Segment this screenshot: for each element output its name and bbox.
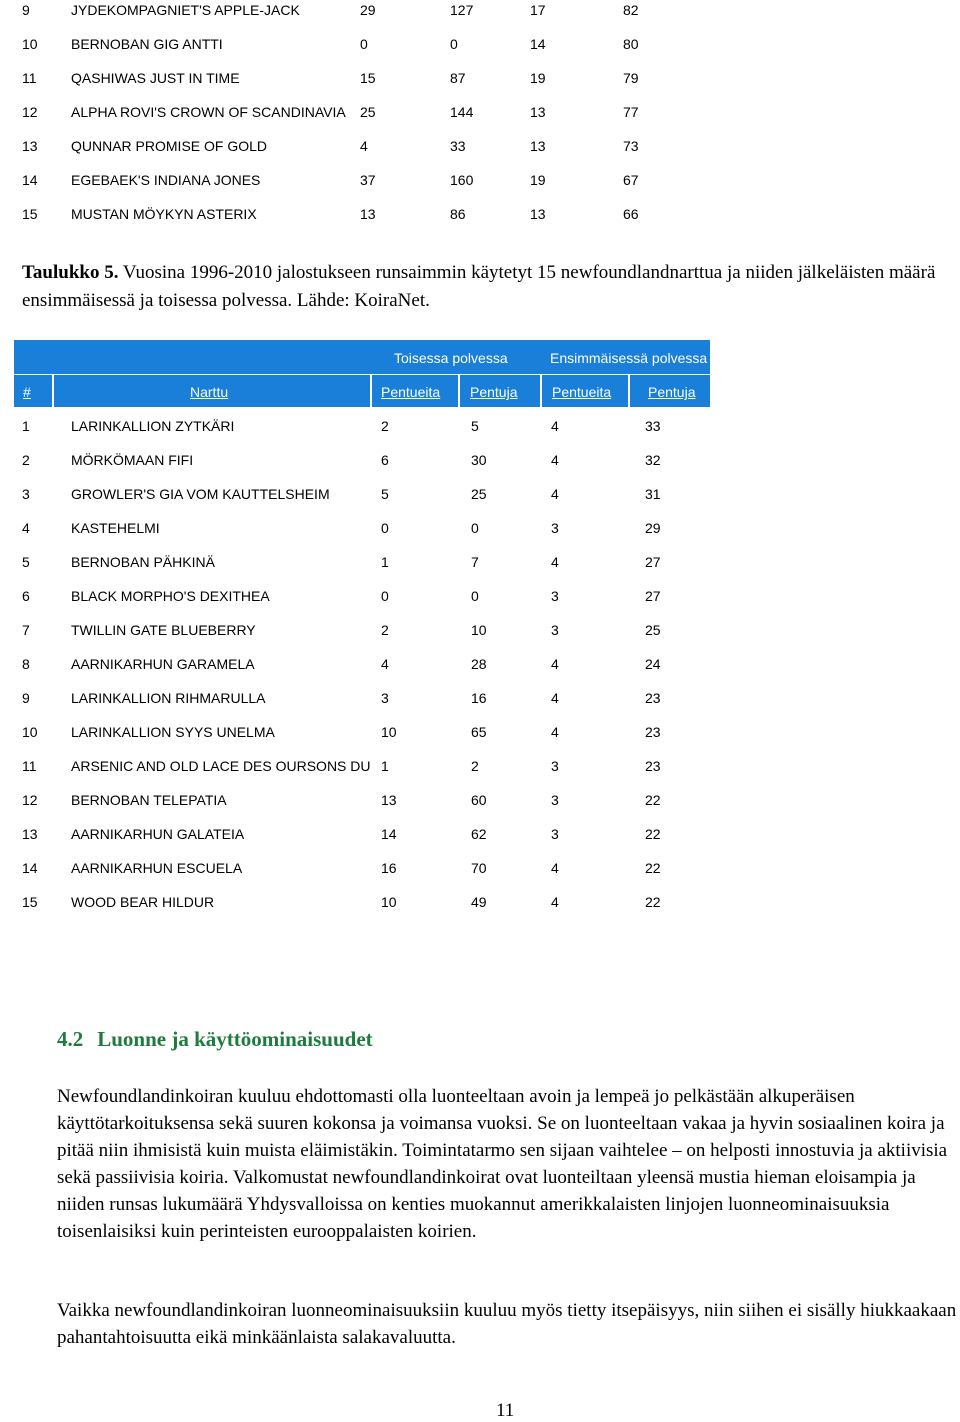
table-row: 2 MÖRKÖMAAN FIFI 6 30 4 32 — [22, 452, 661, 468]
column-header-puppies-1st[interactable]: Pentuja — [648, 384, 696, 400]
table-row: 9 JYDEKOMPAGNIET'S APPLE-JACK 29 127 17 82 — [22, 2, 639, 18]
table-row: 12 ALPHA ROVI'S CROWN OF SCANDINAVIA 25 144 13 77 — [22, 104, 639, 120]
group-header-first: Ensimmäisessä polvessa — [550, 350, 708, 366]
table-row: 10 LARINKALLION SYYS UNELMA 10 65 4 23 — [22, 724, 661, 740]
header-separator — [370, 375, 372, 407]
table-row: 3 GROWLER'S GIA VOM KAUTTELSHEIM 5 25 4 31 — [22, 486, 661, 502]
table-row: 15 WOOD BEAR HILDUR 10 49 4 22 — [22, 894, 661, 910]
page-number: 11 — [496, 1400, 515, 1421]
table-row: 9 LARINKALLION RIHMARULLA 3 16 4 23 — [22, 690, 661, 706]
header-separator — [628, 375, 630, 407]
table-row: 8 AARNIKARHUN GARAMELA 4 28 4 24 — [22, 656, 661, 672]
table-row: 14 AARNIKARHUN ESCUELA 16 70 4 22 — [22, 860, 661, 876]
section-title: Luonne ja käyttöominaisuudet — [97, 1027, 373, 1051]
table-column-header — [14, 375, 710, 407]
column-header-puppies-2nd[interactable]: Pentuja — [470, 384, 518, 400]
table-row: 6 BLACK MORPHO'S DEXITHEA 0 0 3 27 — [22, 588, 661, 604]
table-row: 14 EGEBAEK'S INDIANA JONES 37 160 19 67 — [22, 172, 639, 188]
caption-text: Vuosina 1996-2010 jalostukseen runsaimmin käytetyt 15 newfoundlandnarttua ja niiden jälkeläisten määrä ensimmäisessä ja toisessa polvessa. Lähde: KoiraNet. — [22, 262, 936, 311]
group-header-second: Toisessa polvessa — [394, 350, 508, 366]
header-separator — [540, 375, 542, 407]
table-row: 15 MUSTAN MÖYKYN ASTERIX 13 86 13 66 — [22, 206, 639, 222]
table-row: 13 AARNIKARHUN GALATEIA 14 62 3 22 — [22, 826, 661, 842]
paragraph: Vaikka newfoundlandinkoiran luonneominaisuuksiin kuuluu myös tietty itsepäisyys, niin siihen ei sisälly hiukkaakaan pahantahtoisuutta eikä minkäänlaista salakavaluutta. — [57, 1300, 957, 1348]
section-heading — [57, 1027, 373, 1052]
table-row: 11 ARSENIC AND OLD LACE DES OURSONS DU 1 2 3 23 — [22, 758, 661, 774]
table-row: 12 BERNOBAN TELEPATIA 13 60 3 22 — [22, 792, 661, 808]
table-row: 10 BERNOBAN GIG ANTTI 0 0 14 80 — [22, 36, 639, 52]
table-row: 13 QUNNAR PROMISE OF GOLD 4 33 13 73 — [22, 138, 639, 154]
table-caption — [22, 259, 942, 315]
column-header-litters-1st[interactable]: Pentueita — [552, 384, 612, 400]
column-header-name[interactable]: Narttu — [190, 384, 229, 400]
table-row: 5 BERNOBAN PÄHKINÄ 1 7 4 27 — [22, 554, 661, 570]
paragraph: Newfoundlandinkoiran kuuluu ehdottomasti olla luonteeltaan avoin ja lempeä jo pelkästään alkuperäisen käyttötarkoituksensa sekä suuren kokonsa ja voimansa vuoksi. Se on luonteeltaan vakaa ja hyvin sosiaalinen koira ja pitää niin ihmisistä kuin muista eläimistäkin. Toimintatarmo sen sijaan vaihtelee – on helposti innostuvia ja aktiivisia sekä passiivisia koiria. Valkomustat newfoundlandinkoirat ovat luonteiltaan yleensä mustia hieman eloisampia ja niiden runsas lukumäärä Yhdysvalloissa on kenties muokannut amerikkalaisten linjojen luonneominaisuuksia toisenlaisiksi kuin perinteisten eurooppalaisten koirien. — [57, 1086, 948, 1242]
caption-label: Taulukko 5. — [22, 262, 119, 283]
table-row: 1 LARINKALLION ZYTKÄRI 2 5 4 33 — [22, 418, 661, 434]
table-row: 4 KASTEHELMI 0 0 3 29 — [22, 520, 661, 536]
table-row: 7 TWILLIN GATE BLUEBERRY 2 10 3 25 — [22, 622, 661, 638]
section-number: 4.2 — [57, 1027, 84, 1051]
header-separator — [458, 375, 460, 407]
header-separator — [52, 375, 54, 407]
column-header-litters-2nd[interactable]: Pentueita — [381, 384, 441, 400]
column-header-num[interactable]: # — [23, 384, 31, 400]
table-group-header — [14, 340, 710, 374]
table-row: 11 QASHIWAS JUST IN TIME 15 87 19 79 — [22, 70, 639, 86]
